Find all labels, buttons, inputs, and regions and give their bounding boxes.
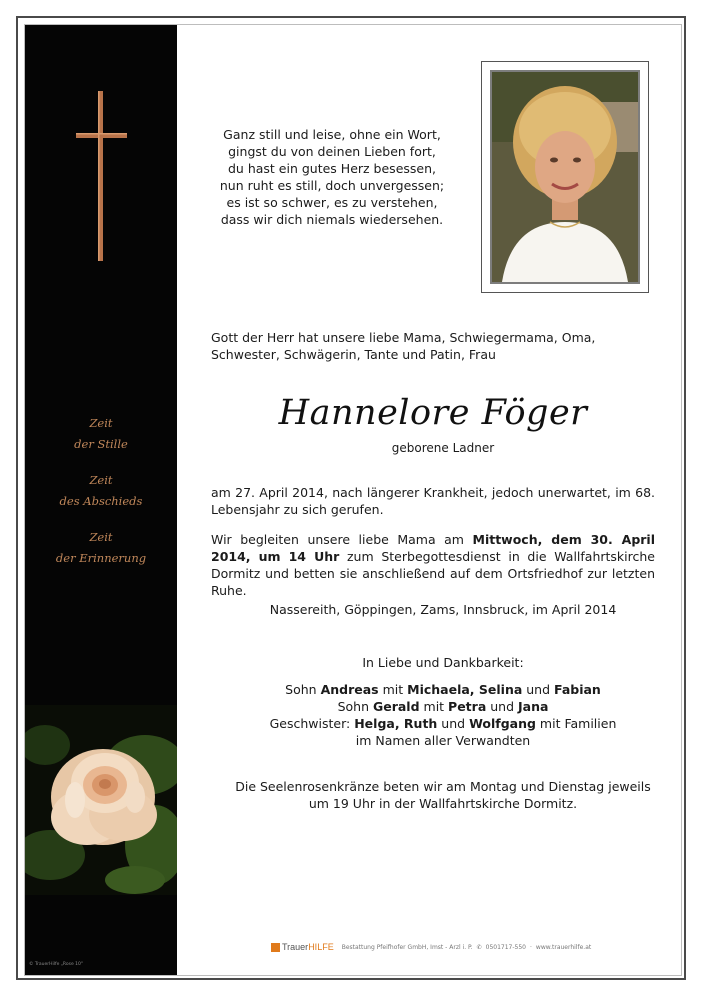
- mourners-list: [180, 681, 706, 749]
- poem-line: Ganz still und leise, ohne ein Wort,: [223, 127, 441, 142]
- saying-line: der Erinnerung: [55, 551, 147, 565]
- poem-line: du hast ein gutes Herz besessen,: [228, 161, 436, 176]
- maiden-name: geborene Ladner: [391, 441, 495, 455]
- funeral-date: Mittwoch, dem 30. April 2014, um 14 Uhr: [211, 532, 656, 564]
- mourner-line: Geschwister: Helga, Ruth und Wolfgang mit Familien: [269, 716, 617, 731]
- sayings: [25, 413, 177, 584]
- places-date: Nassereith, Göppingen, Zams, Innsbruck, im April 2014: [269, 602, 617, 617]
- saying-line: der Stille: [74, 437, 128, 451]
- company-phone: 0501717-550: [485, 943, 526, 951]
- portrait-photo: [492, 72, 638, 282]
- poem: [212, 126, 452, 228]
- intro-text: Gott der Herr hat unsere liebe Mama, Schwiegermama, Oma, Schwester, Schwägerin, Tante und Patin, Frau: [211, 330, 596, 362]
- phone-icon: ✆: [476, 943, 482, 951]
- poem-line: es ist so schwer, es zu verstehen,: [226, 195, 438, 210]
- company-name: Bestattung Pfeifhofer GmbH, Imst - Arzl i. P.: [341, 943, 473, 951]
- saying-1: [25, 413, 177, 455]
- saying-line: Zeit: [89, 416, 113, 430]
- sidebar: [25, 25, 177, 975]
- poem-line: dass wir dich niemals wiedersehen.: [220, 212, 444, 227]
- rosary-line: um 19 Uhr in der Wallfahrtskirche Dormitz.: [308, 796, 578, 811]
- saying-line: des Abschieds: [59, 494, 143, 508]
- brand-logo-icon: [271, 943, 280, 952]
- thanks-line: In Liebe und Dankbarkeit:: [362, 655, 524, 670]
- brand-name: Trauer: [282, 942, 309, 952]
- portrait-mat: [490, 70, 640, 284]
- funeral-part: zum Sterbegottesdienst in die Wallfahrtskirche Dormitz und betten sie anschließend auf dem Ortsfriedhof zur letzten Ruhe.: [211, 549, 655, 598]
- divider: ·: [530, 943, 532, 951]
- portrait-frame: [481, 61, 649, 293]
- poem-line: nun ruht es still, doch unvergessen;: [219, 178, 445, 193]
- company-website[interactable]: www.trauerhilfe.at: [535, 943, 592, 951]
- funeral-part: Wir begleiten unsere liebe Mama am: [211, 532, 473, 547]
- funeral-text: [211, 531, 655, 599]
- rose-photo: [25, 705, 177, 895]
- cross-icon: [25, 25, 177, 275]
- mourner-line: Sohn Gerald mit Petra und Jana: [337, 699, 549, 714]
- poem-line: gingst du von deinen Lieben fort,: [228, 144, 436, 159]
- rosary-line: Die Seelenrosenkränze beten wir am Montag und Dienstag jeweils: [235, 779, 651, 794]
- saying-line: Zeit: [89, 530, 113, 544]
- mourner-line: Sohn Andreas mit Michaela, Selina und Fabian: [285, 682, 601, 697]
- brand-name-accent: HILFE: [308, 942, 334, 952]
- saying-3: [25, 527, 177, 569]
- rosary-notice: [180, 778, 706, 812]
- saying-2: [25, 470, 177, 512]
- death-text: am 27. April 2014, nach längerer Krankheit, jedoch unerwartet, im 68. Lebensjahr zu sich gerufen.: [211, 485, 655, 517]
- mourner-line: im Namen aller Verwandten: [355, 733, 531, 748]
- footer: [271, 940, 591, 954]
- saying-line: Zeit: [89, 473, 113, 487]
- image-credit: © TrauerHilfe „Rose 10": [29, 962, 83, 967]
- deceased-name: Hannelore Föger: [278, 393, 588, 433]
